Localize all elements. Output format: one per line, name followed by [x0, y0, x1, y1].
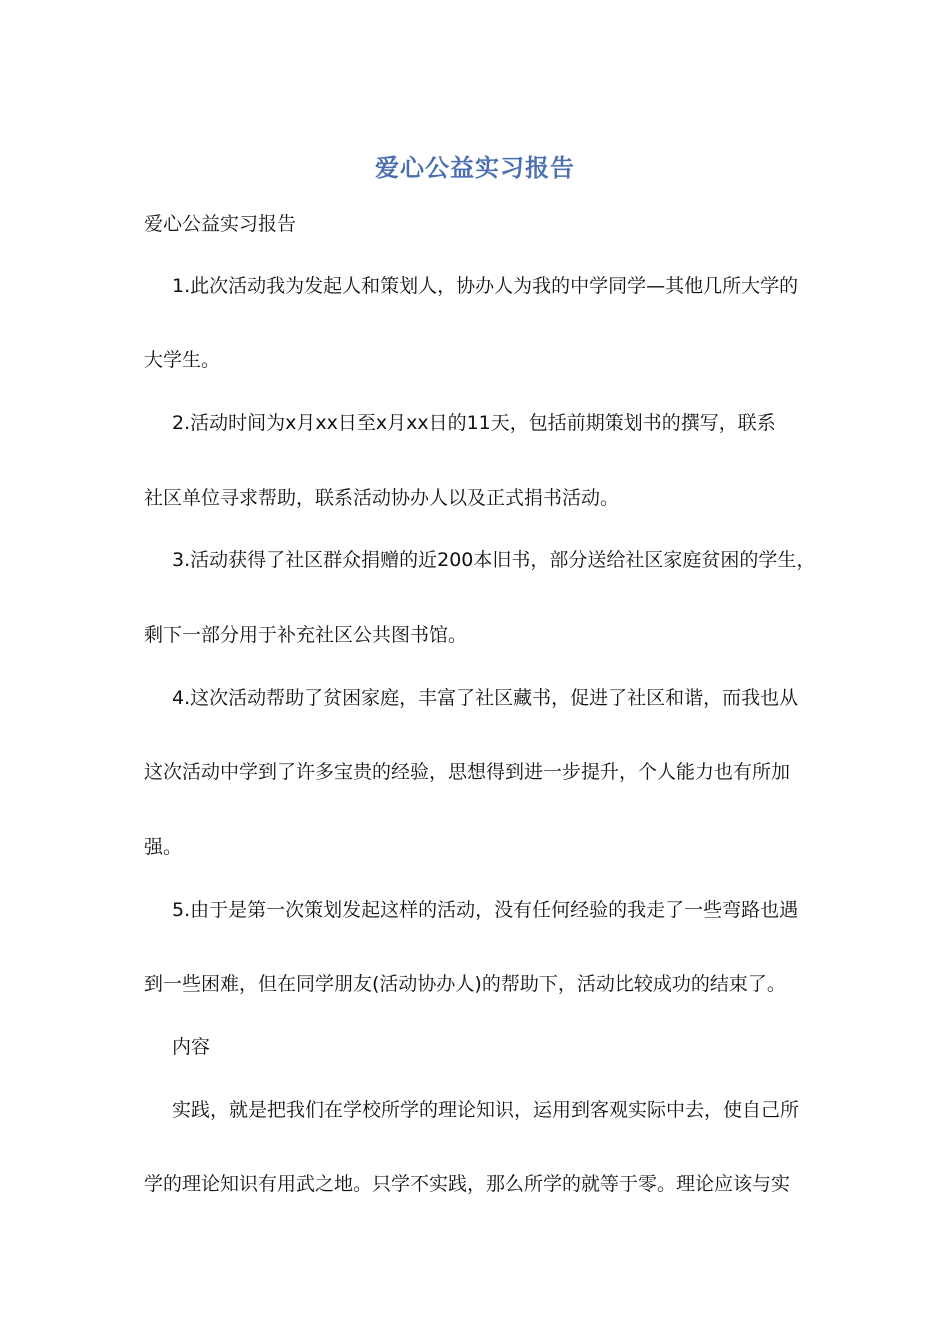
paragraph-line: 3.活动获得了社区群众捐赠的近200本旧书，部分送给社区家庭贫困的学生， [172, 549, 816, 571]
paragraph-line: 强。 [144, 836, 183, 858]
document-title: 爱心公益实习报告 [375, 154, 575, 182]
paragraph-line: 到一些困难，但在同学朋友(活动协办人)的帮助下，活动比较成功的结束了。 [144, 973, 786, 995]
paragraph-line: 4.这次活动帮助了贫困家庭，丰富了社区藏书，促进了社区和谐，而我也从 [172, 687, 799, 709]
paragraph-line: 剩下一部分用于补充社区公共图书馆。 [144, 624, 468, 646]
paragraph-line: 5.由于是第一次策划发起这样的活动，没有任何经验的我走了一些弯路也遇 [172, 899, 799, 921]
section-heading: 内容 [172, 1036, 211, 1058]
paragraph-line: 2.活动时间为x月xx日至x月xx日的11天，包括前期策划书的撰写，联系 [172, 412, 776, 434]
document-subtitle: 爱心公益实习报告 [144, 213, 297, 235]
paragraph-line: 1.此次活动我为发起人和策划人，协办人为我的中学同学—其他几所大学的 [172, 275, 799, 297]
paragraph-line: 实践，就是把我们在学校所学的理论知识，运用到客观实际中去，使自己所 [172, 1099, 800, 1121]
paragraph-line: 大学生。 [144, 349, 221, 371]
paragraph-line: 社区单位寻求帮助，联系活动协办人以及正式捐书活动。 [144, 487, 620, 509]
paragraph-line: 这次活动中学到了许多宝贵的经验，思想得到进一步提升，个人能力也有所加 [144, 761, 791, 783]
paragraph-line: 学的理论知识有用武之地。只学不实践，那么所学的就等于零。理论应该与实 [144, 1173, 791, 1195]
